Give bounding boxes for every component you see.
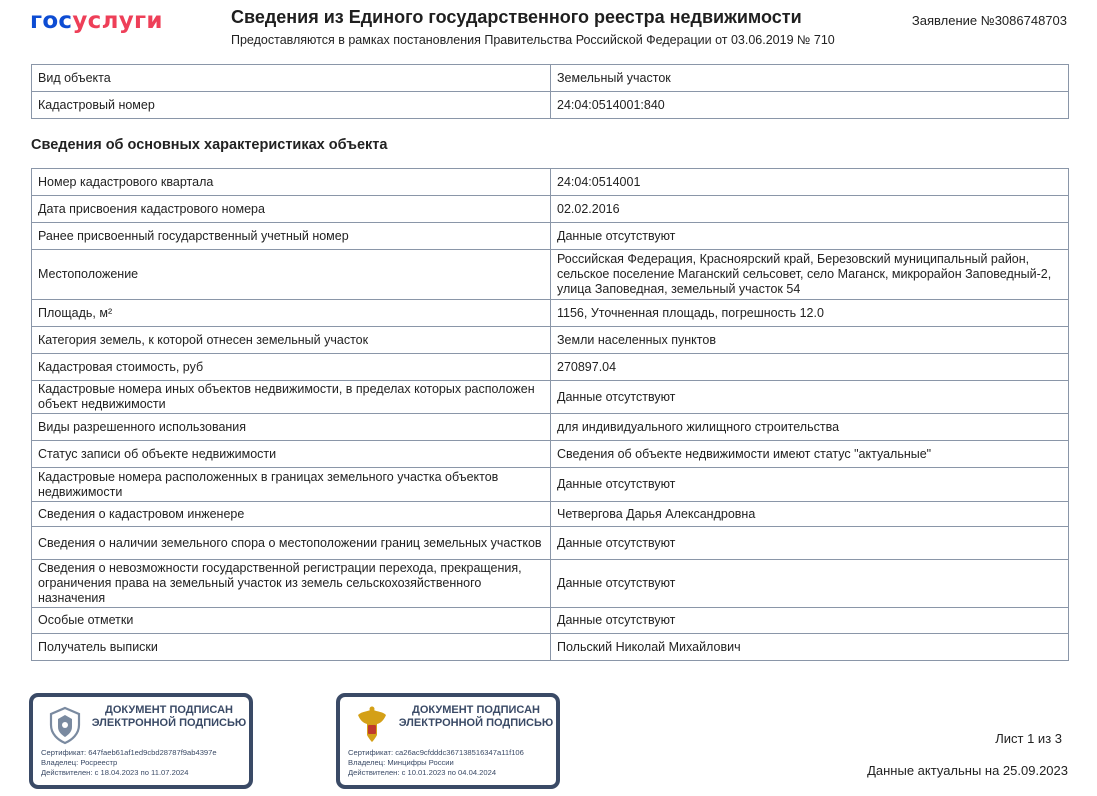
row-label: Вид объекта xyxy=(32,65,551,92)
row-label: Сведения о невозможности государственной регистрации перехода, прекращения, ограничения права на земельный участок из земель сельскохозяйственного назначения xyxy=(32,560,551,608)
row-value: Земли населенных пунктов xyxy=(551,327,1069,354)
document-title: Сведения из Единого государственного реестра недвижимости xyxy=(231,7,802,27)
table-row xyxy=(32,223,1069,250)
table-row xyxy=(32,527,1069,560)
row-label: Статус записи об объекте недвижимости xyxy=(32,441,551,468)
row-label: Виды разрешенного использования xyxy=(32,414,551,441)
table-row xyxy=(32,169,1069,196)
row-label: Площадь, м² xyxy=(32,300,551,327)
row-label: Категория земель, к которой отнесен земельный участок xyxy=(32,327,551,354)
row-value: Четвергова Дарья Александровна xyxy=(551,502,1069,527)
actual-date: Данные актуальны на 25.09.2023 xyxy=(867,763,1068,778)
table-row xyxy=(32,354,1069,381)
characteristics-table xyxy=(31,168,1069,661)
rosreestr-emblem-icon xyxy=(47,705,83,745)
row-label: Местоположение xyxy=(32,250,551,300)
row-value: 270897.04 xyxy=(551,354,1069,381)
table-row xyxy=(32,250,1069,300)
row-value: Земельный участок xyxy=(551,65,1069,92)
table-row xyxy=(32,381,1069,414)
document-subtitle: Предоставляются в рамках постановления Правительства Российской Федерации от 03.06.2019 № 710 xyxy=(231,33,835,47)
row-label: Дата присвоения кадастрового номера xyxy=(32,196,551,223)
section-title: Сведения об основных характеристиках объекта xyxy=(31,137,388,153)
row-value: Данные отсутствуют xyxy=(551,223,1069,250)
row-value: Польский Николай Михайлович xyxy=(551,634,1069,661)
stamp-heading: ДОКУМЕНТ ПОДПИСАН ЭЛЕКТРОННОЙ ПОДПИСЬЮ xyxy=(398,704,554,729)
row-value: Данные отсутствуют xyxy=(551,468,1069,502)
table-row xyxy=(32,634,1069,661)
row-label: Кадастровый номер xyxy=(32,92,551,119)
sheet-counter: Лист 1 из 3 xyxy=(995,731,1062,746)
stamp-certificate: Сертификат: 647faeb61af1ed9cbd28787f9ab4397e xyxy=(41,748,217,757)
row-label: Сведения о кадастровом инженере xyxy=(32,502,551,527)
table-row xyxy=(32,502,1069,527)
stamp-details xyxy=(41,748,217,778)
stamp-owner: Владелец: Росреестр xyxy=(41,758,118,767)
table-row xyxy=(32,327,1069,354)
table-row xyxy=(32,414,1069,441)
row-label: Особые отметки xyxy=(32,608,551,634)
application-number: Заявление №3086748703 xyxy=(911,13,1067,28)
row-value: 02.02.2016 xyxy=(551,196,1069,223)
row-label: Кадастровая стоимость, руб xyxy=(32,354,551,381)
row-value: 24:04:0514001:840 xyxy=(551,92,1069,119)
gosuslugi-logo: госуслуги xyxy=(30,8,163,34)
table-row xyxy=(32,441,1069,468)
stamp-certificate: Сертификат: ca26ac9cfdddc367138516347a11f106 xyxy=(348,748,524,757)
table-row xyxy=(32,65,1069,92)
row-value: Данные отсутствуют xyxy=(551,381,1069,414)
table-row xyxy=(32,468,1069,502)
row-label: Номер кадастрового квартала xyxy=(32,169,551,196)
row-label: Получатель выписки xyxy=(32,634,551,661)
table-row xyxy=(32,560,1069,608)
stamp-heading: ДОКУМЕНТ ПОДПИСАН ЭЛЕКТРОННОЙ ПОДПИСЬЮ xyxy=(91,704,247,729)
row-label: Кадастровые номера иных объектов недвижимости, в пределах которых расположен объект недвижимости xyxy=(32,381,551,414)
stamp-validity: Действителен: с 18.04.2023 по 11.07.2024 xyxy=(41,768,189,777)
signature-stamp-mintsifry xyxy=(336,693,560,789)
table-row xyxy=(32,196,1069,223)
row-label: Ранее присвоенный государственный учетный номер xyxy=(32,223,551,250)
stamp-validity: Действителен: с 10.01.2023 по 04.04.2024 xyxy=(348,768,497,777)
stamp-owner: Владелец: Минцифры России xyxy=(348,758,454,767)
coat-of-arms-emblem-icon xyxy=(354,705,390,745)
row-value: Данные отсутствуют xyxy=(551,560,1069,608)
document-header xyxy=(0,0,1097,52)
table-row xyxy=(32,92,1069,119)
row-value: 1156, Уточненная площадь, погрешность 12.0 xyxy=(551,300,1069,327)
row-value: 24:04:0514001 xyxy=(551,169,1069,196)
row-label: Сведения о наличии земельного спора о местоположении границ земельных участков xyxy=(32,527,551,560)
row-value: Данные отсутствуют xyxy=(551,527,1069,560)
object-table xyxy=(31,64,1069,119)
row-value: Сведения об объекте недвижимости имеют статус "актуальные" xyxy=(551,441,1069,468)
stamp-details xyxy=(348,748,524,778)
row-value: для индивидуального жилищного строительства xyxy=(551,414,1069,441)
row-value: Российская Федерация, Красноярский край, Березовский муниципальный район, сельское поселение Маганский сельсовет, село Маганск, микрорайон Заповедный-2, улица Заповедная, земельный участок 54 xyxy=(551,250,1069,300)
table-row xyxy=(32,608,1069,634)
row-label: Кадастровые номера расположенных в границах земельного участка объектов недвижимости xyxy=(32,468,551,502)
row-value: Данные отсутствуют xyxy=(551,608,1069,634)
signature-stamp-rosreestr xyxy=(29,693,253,789)
table-row xyxy=(32,300,1069,327)
